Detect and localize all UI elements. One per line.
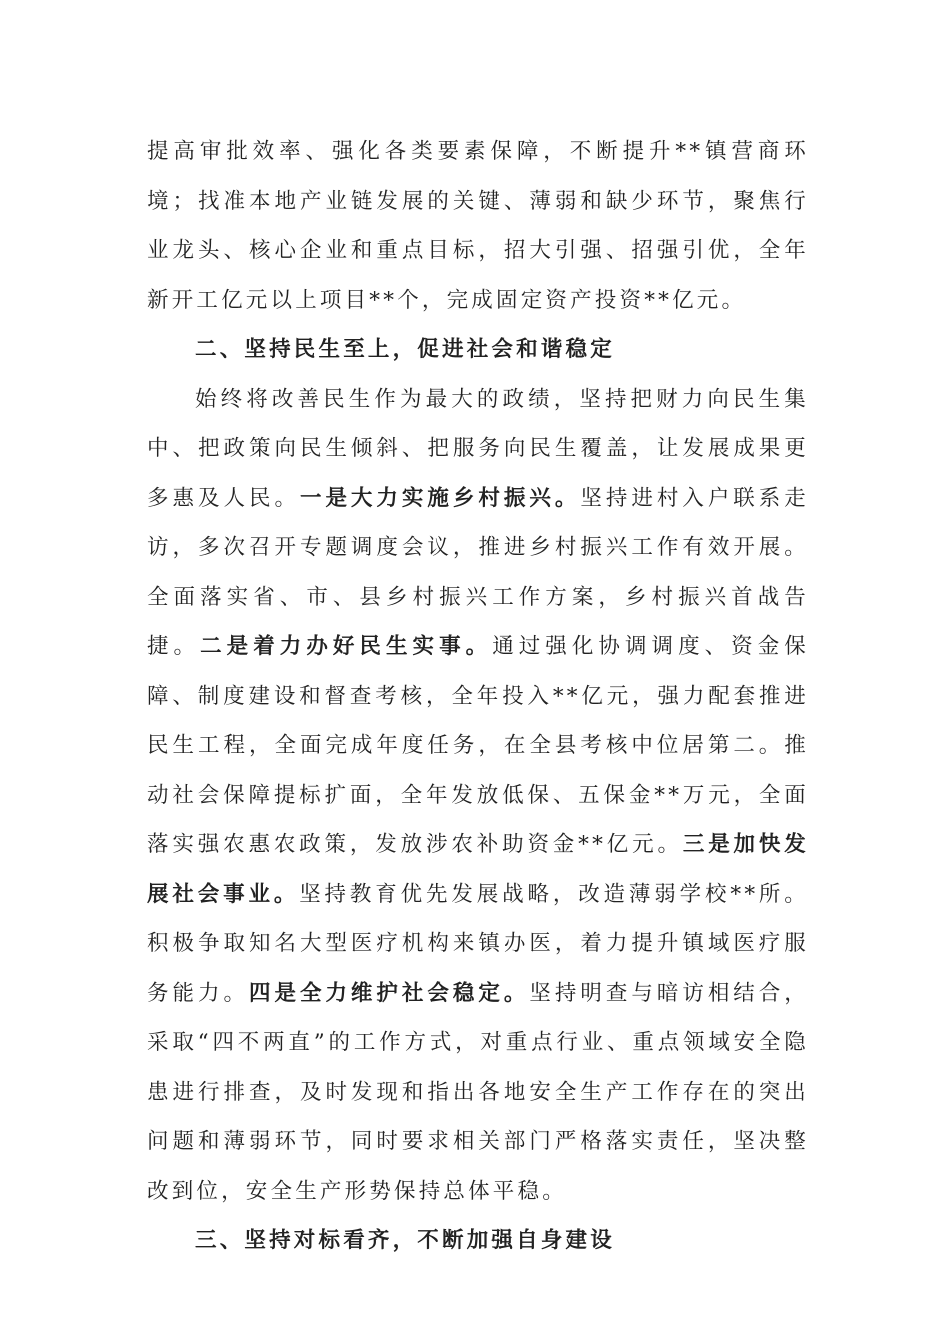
point-4-text: 坚持明查与暗访相结合，采取“四不两直”的工作方式，对重点行业、重点领域安全隐患进行排查，及时发现和指出各地安全生产工作存在的突出问题和薄弱环节，同时要求相关部门严格落实责任，坚决整改到位，安全生产形势保持总体平稳。	[147, 980, 809, 1204]
section-heading-3: 三、坚持对标看齐，不断加强自身建设	[195, 1228, 615, 1253]
paragraph-business-environment: 提高审批效率、强化各类要素保障，不断提升**镇营商环境；找准本地产业链发展的关键、薄弱和缺少环节，聚焦行业龙头、核心企业和重点目标，招大引强、招强引优，全年新开工亿元以上项目**个，完成固定资产投资**亿元。	[147, 139, 809, 313]
point-2-text: 通过强化协调调度、资金保障、制度建设和督查考核，全年投入**亿元，强力配套推进民生工程，全面完成年度任务，在全县考核中位居第二。推动社会保障提标扩面，全年发放低保、五保金**万元，全面落实强农惠农政策，发放涉农补助资金**亿元。	[147, 634, 809, 857]
point-3-text: 坚持教育优先发展战略，改造薄弱学校**所。积极争取知名大型医疗机构来镇办医，着力提升镇域医疗服务能力。	[147, 881, 810, 1006]
bold-point-3: 三是加快发展社会事业。	[147, 832, 809, 907]
bold-point-4: 四是全力维护社会稳定。	[248, 980, 530, 1006]
bold-point-1: 一是大力实施乡村振兴。	[299, 485, 581, 511]
paragraph-intro-text: 始终将改善民生作为最大的政绩，坚持把财力向民生集中、把政策向民生倾斜、把服务向民生覆盖，让发展成果更多惠及人民。	[147, 386, 809, 511]
section-heading-2: 二、坚持民生至上，促进社会和谐稳定	[195, 337, 615, 362]
paragraph-livelihood	[147, 375, 809, 1217]
point-1-text: 坚持进村入户联系走访，多次召开专题调度会议，推进乡村振兴工作有效开展。全面落实省、市、县乡村振兴工作方案，乡村振兴首战告捷。	[147, 485, 809, 659]
bold-point-2: 二是着力办好民生实事。	[200, 634, 493, 659]
document-body	[147, 127, 809, 1266]
